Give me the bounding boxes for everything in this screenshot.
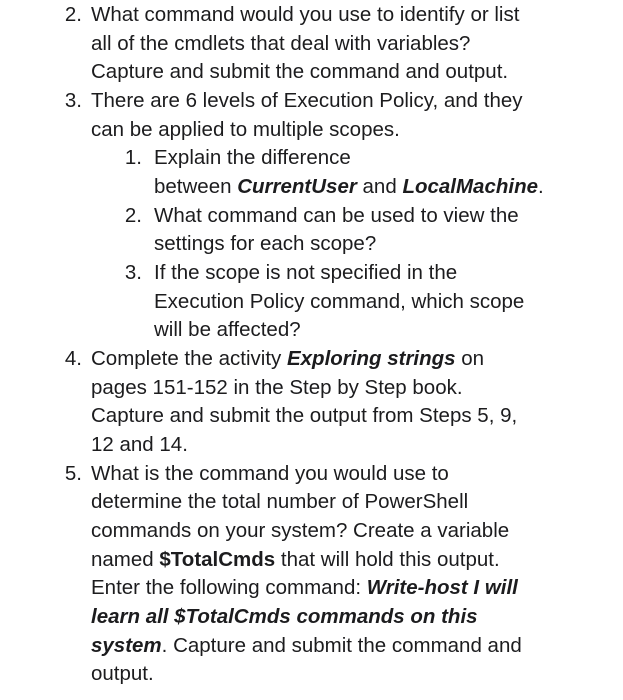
sub-list-item-number: 1.	[124, 146, 142, 169]
text-run: between	[154, 175, 238, 198]
text-run: Complete the activity	[91, 347, 287, 370]
list-item-text-line: What command would you use to identify or list	[91, 3, 520, 26]
list-item-text-line: can be applied to multiple scopes.	[91, 118, 400, 141]
list-item-text-line: commands on your system? Create a variable	[91, 519, 510, 542]
sub-list-item-text-line: Execution Policy command, which scope	[154, 290, 525, 313]
text-run: Enter the following command:	[91, 576, 367, 599]
sub-list-item-text-line: Explain the difference	[154, 146, 351, 169]
list-item-text-line: Capture and submit the command and output.	[91, 60, 509, 83]
emphasis-total-cmds: $TotalCmds	[159, 548, 276, 571]
list-item-number: 4.	[64, 347, 82, 370]
emphasis-command: Write-host I will	[366, 576, 518, 599]
emphasis-local-machine: LocalMachine	[402, 175, 538, 198]
text-run: that will hold this output.	[275, 548, 500, 571]
sub-list-item-number: 2.	[124, 204, 142, 227]
emphasis-current-user: CurrentUser	[237, 175, 357, 198]
sub-list-item-text-line	[154, 173, 544, 202]
sub-list-item-number: 3.	[124, 261, 142, 284]
list-item-text-line	[91, 632, 522, 661]
text-run: named	[91, 548, 160, 571]
list-item-number: 5.	[64, 462, 82, 485]
text-run: on	[455, 347, 485, 370]
text-run: and	[356, 175, 403, 198]
emphasis-exploring-strings: Exploring strings	[286, 347, 456, 370]
emphasis-command: system	[91, 634, 162, 657]
list-item-text-line	[91, 574, 518, 603]
list-item-number: 3.	[64, 89, 82, 112]
list-item-text-line: There are 6 levels of Execution Policy, and they	[91, 89, 523, 112]
list-item-text-line: Capture and submit the output from Steps 5, 9,	[91, 404, 518, 427]
list-item-text-line: determine the total number of PowerShell	[91, 490, 469, 513]
list-item-number: 2.	[64, 3, 82, 26]
list-item-text-line: 12 and 14.	[91, 433, 188, 456]
list-item-text-line: learn all $TotalCmds commands on this	[91, 605, 478, 628]
text-run: . Capture and submit the command and	[161, 634, 522, 657]
list-item-text-line: What is the command you would use to	[91, 462, 449, 485]
sub-list-item-text-line: settings for each scope?	[154, 232, 377, 255]
list-item-text-line: output.	[91, 662, 154, 685]
list-item-text-line: all of the cmdlets that deal with variables?	[91, 32, 471, 55]
list-item-text-line	[91, 546, 500, 575]
text-run: .	[538, 175, 544, 198]
sub-list-item-text-line: will be affected?	[154, 318, 301, 341]
list-item-text-line	[91, 345, 484, 374]
sub-list-item-text-line: What command can be used to view the	[154, 204, 519, 227]
sub-list-item-text-line: If the scope is not specified in the	[154, 261, 458, 284]
list-item-text-line: pages 151-152 in the Step by Step book.	[91, 376, 463, 399]
